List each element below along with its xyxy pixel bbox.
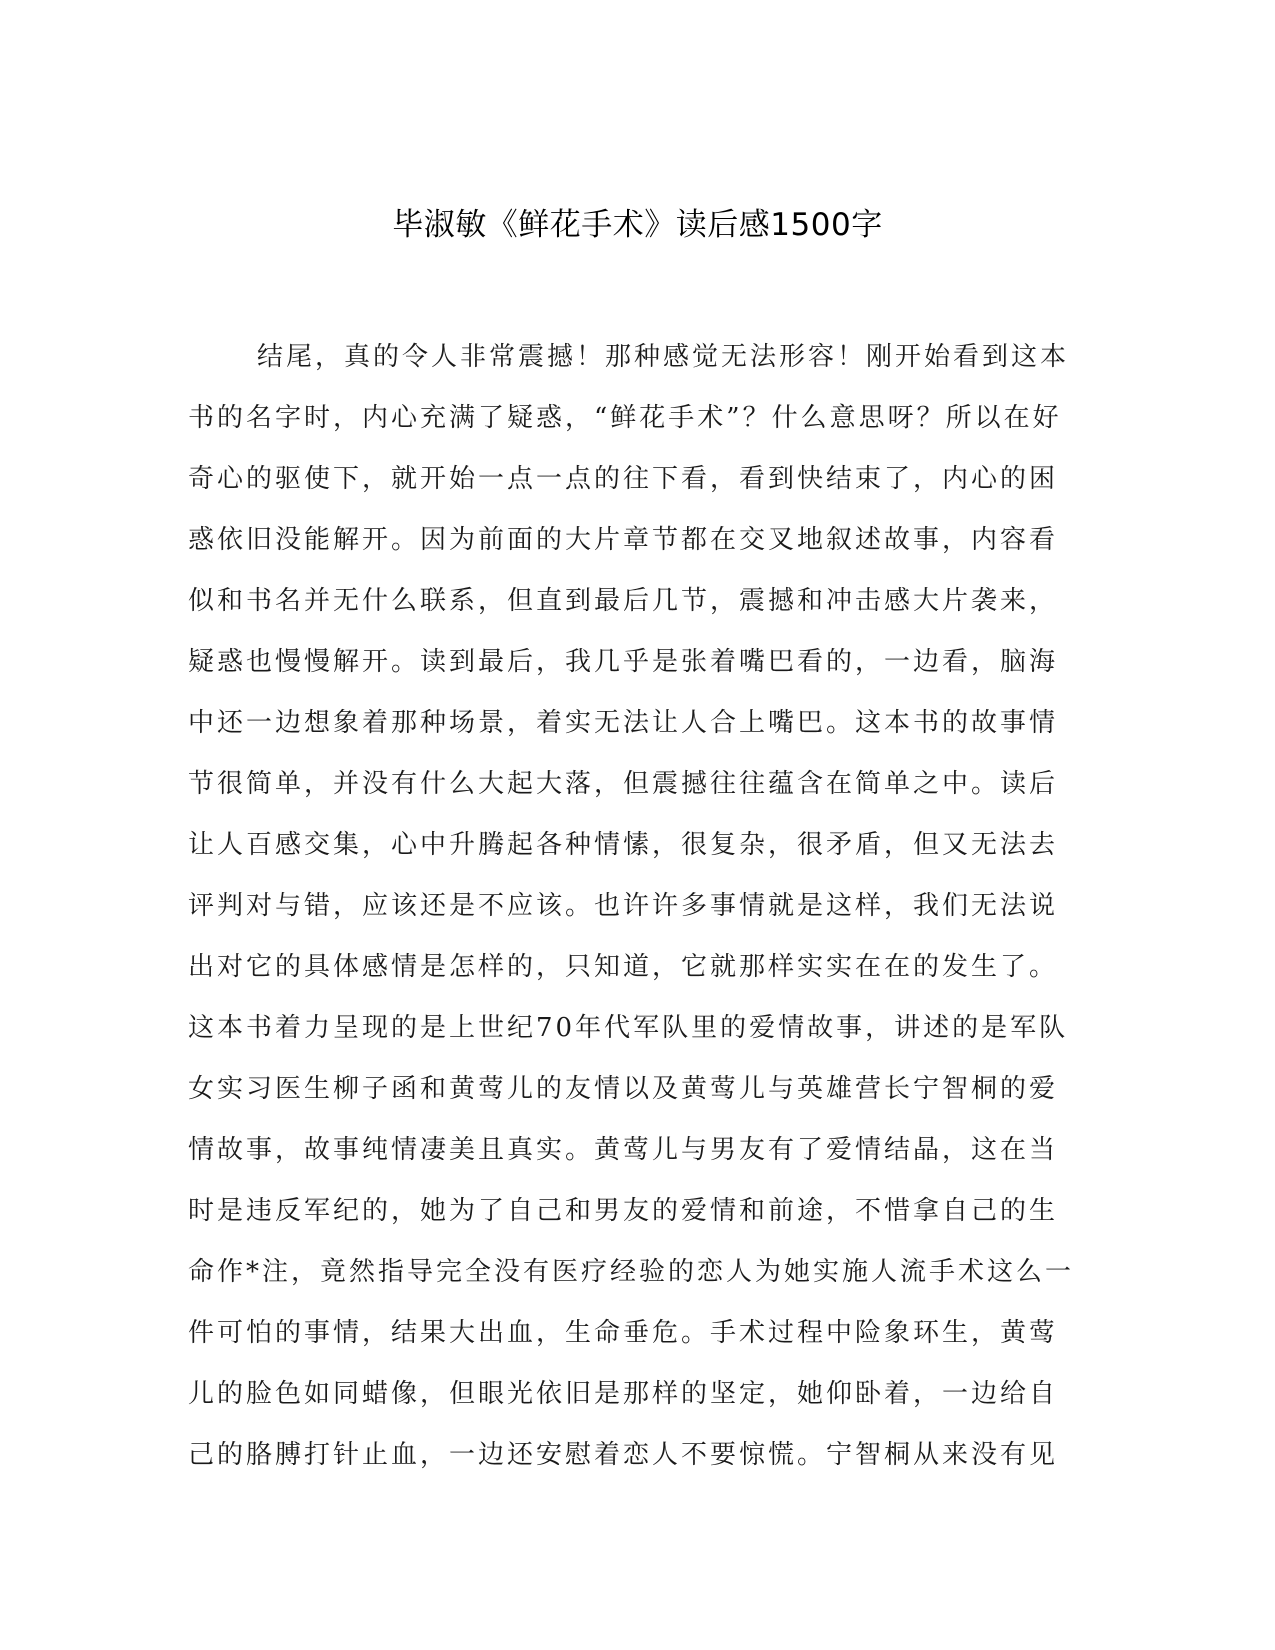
body-line: 书的名字时，内心充满了疑惑，“鲜花手术”？什么意思呀？所以在好 (188, 403, 1062, 433)
body-line: 让人百感交集，心中升腾起各种情愫，很复杂，很矛盾，但又无法去 (188, 830, 1059, 860)
body-line: 中还一边想象着那种场景，着实无法让人合上嘴巴。这本书的故事情 (188, 708, 1059, 738)
body-line: 出对它的具体感情是怎样的，只知道，它就那样实实在在的发生了。 (188, 952, 1059, 982)
body-line: 情故事，故事纯情凄美且真实。黄莺儿与男友有了爱情结晶，这在当 (188, 1135, 1059, 1165)
body-line: 奇心的驱使下，就开始一点一点的往下看，看到快结束了，内心的困 (188, 464, 1059, 494)
document-body (188, 327, 1075, 1486)
document-title: 毕淑敏《鲜花手术》读后感1500字 (392, 207, 883, 243)
body-line: 女实习医生柳子函和黄莺儿的友情以及黄莺儿与英雄营长宁智桐的爱 (188, 1074, 1059, 1104)
body-line: 己的胳膊打针止血，一边还安慰着恋人不要惊慌。宁智桐从来没有见 (188, 1440, 1059, 1470)
body-line: 节很简单，并没有什么大起大落，但震撼往往蕴含在简单之中。读后 (188, 769, 1059, 799)
body-line: 结尾，真的令人非常震撼！那种感觉无法形容！刚开始看到这本 (257, 342, 1070, 372)
body-line: 时是违反军纪的，她为了自己和男友的爱情和前途，不惜拿自己的生 (188, 1196, 1059, 1226)
body-line: 件可怕的事情，结果大出血，生命垂危。手术过程中险象环生，黄莺 (188, 1318, 1059, 1348)
body-line: 惑依旧没能解开。因为前面的大片章节都在交叉地叙述故事，内容看 (188, 525, 1059, 555)
body-line: 儿的脸色如同蜡像，但眼光依旧是那样的坚定，她仰卧着，一边给自 (188, 1379, 1059, 1409)
body-line: 评判对与错，应该还是不应该。也许许多事情就是这样，我们无法说 (188, 891, 1059, 921)
body-line: 这本书着力呈现的是上世纪70年代军队里的爱情故事，讲述的是军队 (188, 1013, 1069, 1043)
body-line: 命作*注，竟然指导完全没有医疗经验的恋人为她实施人流手术这么一 (188, 1257, 1075, 1287)
body-line: 似和书名并无什么联系，但直到最后几节，震撼和冲击感大片袭来， (188, 586, 1059, 616)
body-line: 疑惑也慢慢解开。读到最后，我几乎是张着嘴巴看的，一边看，脑海 (188, 647, 1059, 677)
